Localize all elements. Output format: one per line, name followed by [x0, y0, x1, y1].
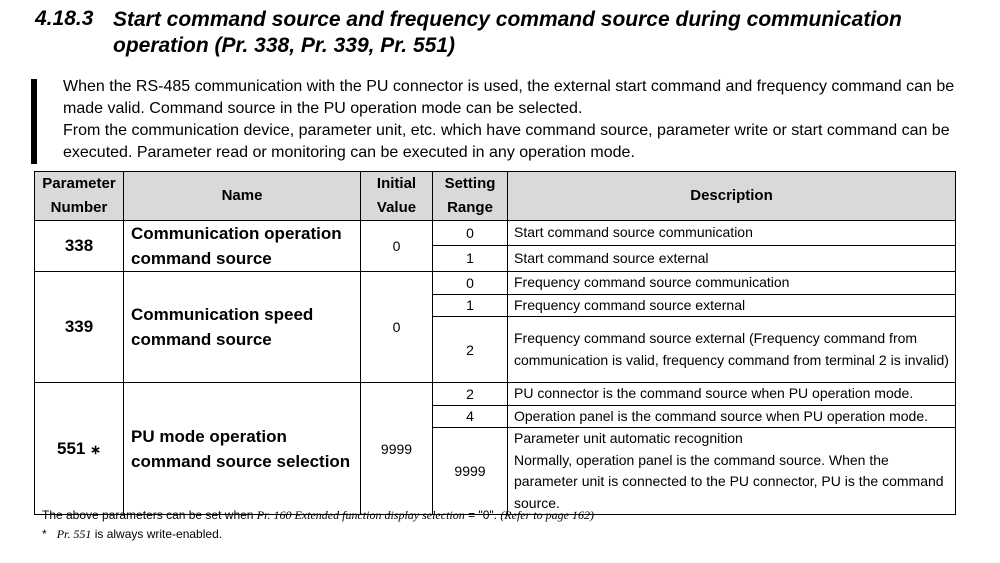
setting-description-detail: Normally, operation panel is the command source. When the parameter unit is connected to the PU connector, PU is the command source.: [514, 451, 944, 511]
sidebar-marker: [31, 79, 37, 164]
intro-text: [63, 76, 963, 164]
initial-value: 0: [361, 272, 433, 383]
intro-paragraph-1: When the RS-485 communication with the PU connector is used, the external start command and frequency command can be made valid. Command source in the PU operation mode can be selected.: [63, 78, 955, 117]
footnote-param-ref: Pr. 551: [56, 527, 92, 541]
parameter-table: [34, 171, 956, 515]
footnote-extended-function: [42, 507, 594, 523]
header-description: Description: [508, 172, 956, 221]
table-row: [35, 221, 956, 246]
initial-value: 0: [361, 221, 433, 272]
section-number: 4.18.3: [35, 7, 94, 30]
setting-range: 2: [433, 317, 508, 383]
footnote-text: The above parameters can be set when: [42, 508, 257, 522]
setting-range: 0: [433, 272, 508, 295]
footnote-text: = "0".: [464, 508, 501, 522]
setting-description: Frequency command source external: [508, 294, 956, 317]
setting-description: Start command source communication: [508, 221, 956, 246]
setting-description: Operation panel is the command source when PU operation mode.: [508, 405, 956, 428]
setting-description: PU connector is the command source when PU operation mode.: [508, 383, 956, 406]
initial-value: 9999: [361, 383, 433, 515]
table-row: [35, 272, 956, 295]
setting-description: [508, 428, 956, 515]
table-row: [35, 383, 956, 406]
param-name: PU mode operation command source selection: [124, 383, 361, 515]
header-setting-range: Setting Range: [433, 172, 508, 221]
header-parameter-number: Parameter Number: [35, 172, 124, 221]
setting-description: Frequency command source communication: [508, 272, 956, 295]
setting-range: 0: [433, 221, 508, 246]
param-number-value: 551: [56, 438, 86, 458]
setting-description: Start command source external: [508, 245, 956, 271]
footnote-text: is always write-enabled.: [91, 527, 223, 541]
param-name: Communication operation command source: [124, 221, 361, 272]
param-number-mark: ∗: [90, 441, 101, 457]
footnote-write-enabled: [42, 526, 222, 542]
setting-range: 9999: [433, 428, 508, 515]
param-number: 339: [35, 272, 124, 383]
intro-paragraph-2: From the communication device, parameter unit, etc. which have command source, parameter write or start command can be executed. Parameter read or monitoring can be executed in any operation mode.: [63, 122, 950, 161]
param-number: 338: [35, 221, 124, 272]
table-header-row: [35, 172, 956, 221]
header-initial-value: Initial Value: [361, 172, 433, 221]
setting-range: 2: [433, 383, 508, 406]
setting-range: 1: [433, 294, 508, 317]
footnote-param-ref: Pr. 160 Extended function display selection: [256, 508, 465, 522]
footnote-mark: *: [42, 527, 47, 541]
setting-description: Frequency command source external (Frequency command from communication is valid, frequency command from terminal 2 is invalid): [508, 317, 956, 383]
param-number: [35, 383, 124, 515]
setting-range: 4: [433, 405, 508, 428]
section-title: Start command source and frequency command source during communication operation (Pr. 338, Pr. 339, Pr. 551): [113, 8, 902, 57]
header-name: Name: [124, 172, 361, 221]
setting-description-line: Parameter unit automatic recognition: [514, 430, 743, 446]
param-name: Communication speed command source: [124, 272, 361, 383]
footnote-page-ref: (Refer to page 162): [500, 508, 594, 522]
setting-range: 1: [433, 245, 508, 271]
